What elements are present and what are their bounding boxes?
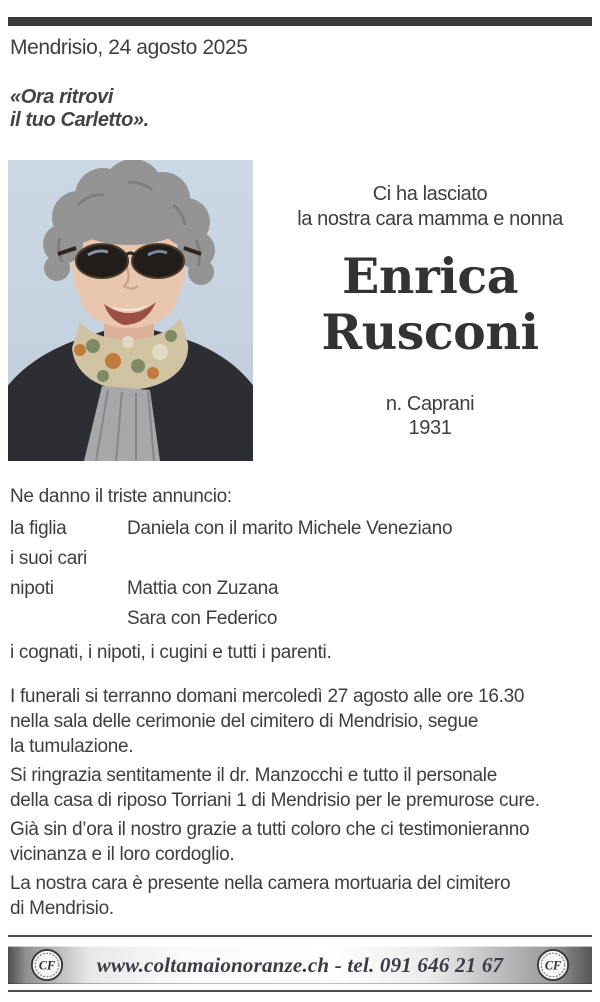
footer-banner <box>8 946 592 984</box>
announcement-heading: Ne danno il triste annuncio: <box>10 486 232 507</box>
funeral-info-paragraph <box>10 684 592 759</box>
cf-monogram-logo <box>30 948 64 982</box>
paragraph-line: Si ringrazia sentitamente il dr. Manzocchi e tutto il personale <box>10 765 497 786</box>
footer-rule-bottom <box>8 990 592 992</box>
paragraph-line: della casa di riposo Torriani 1 di Mendrisio per le premurose cure. <box>10 790 540 811</box>
row-value: Mattia con Zuzana <box>127 578 279 599</box>
intro-line: Ci ha lasciato <box>372 183 488 205</box>
footer-contact: www.coltamaionoranze.ch - tel. 091 646 21 67 <box>96 952 504 977</box>
announcement-row <box>10 606 592 632</box>
announcement-row <box>10 576 592 602</box>
maiden-name: n. Caprani <box>385 393 475 415</box>
paragraph-line: nella sala delle cerimonie del cimitero di Mendrisio, segue <box>10 711 479 732</box>
paragraph-line: I funerali si terranno domani mercoledì 27 agosto alle ore 16.30 <box>10 686 525 707</box>
portrait-photo <box>8 160 253 461</box>
logo-monogram-text: CF <box>544 958 562 973</box>
birth-year: 1931 <box>408 417 452 439</box>
cf-monogram-logo <box>536 948 570 982</box>
dateline: Mendrisio, 24 agosto 2025 <box>10 36 248 59</box>
announcement-row <box>10 546 592 572</box>
mortuary-paragraph <box>10 871 592 921</box>
row-label: i suoi cari <box>10 548 87 569</box>
row-label: nipoti <box>10 578 54 599</box>
paragraph-line: la tumulazione. <box>10 736 134 757</box>
announcement-header <box>268 160 592 440</box>
thanks-paragraph <box>10 763 592 813</box>
epigraph-quote <box>10 86 149 132</box>
nee-block <box>268 392 592 440</box>
body-paragraphs <box>10 684 592 925</box>
paragraph-line: La nostra cara è presente nella camera mortuaria del cimitero <box>10 873 511 894</box>
announcement-row <box>10 516 592 542</box>
paragraph-line: vicinanza e il loro cordoglio. <box>10 844 235 865</box>
announcement-closing: i cognati, i nipoti, i cugini e tutti i parenti. <box>10 642 332 663</box>
row-value <box>127 546 592 572</box>
footer-rule-top <box>8 935 592 937</box>
row-value: Daniela con il marito Michele Veneziano <box>127 518 453 539</box>
deceased-first-name: Enrica <box>342 247 518 305</box>
deceased-last-name: Rusconi <box>321 303 539 361</box>
intro-line: la nostra cara mamma e nonna <box>297 208 563 230</box>
deceased-name <box>268 248 592 360</box>
logo-monogram-text: CF <box>38 958 56 973</box>
top-rule <box>8 17 592 26</box>
row-value: Sara con Federico <box>127 608 278 629</box>
family-announcement <box>10 484 592 666</box>
intro-text <box>268 182 592 232</box>
row-label: la figlia <box>10 518 67 539</box>
gratitude-paragraph <box>10 817 592 867</box>
epigraph-line: il tuo Carletto». <box>10 109 149 131</box>
epigraph-line: «Ora ritrovi <box>10 86 114 108</box>
portrait-photo-image <box>8 160 253 461</box>
row-label <box>10 606 127 632</box>
paragraph-line: Già sin d’ora il nostro grazie a tutti coloro che ci testimonieranno <box>10 819 530 840</box>
paragraph-line: di Mendrisio. <box>10 898 114 919</box>
